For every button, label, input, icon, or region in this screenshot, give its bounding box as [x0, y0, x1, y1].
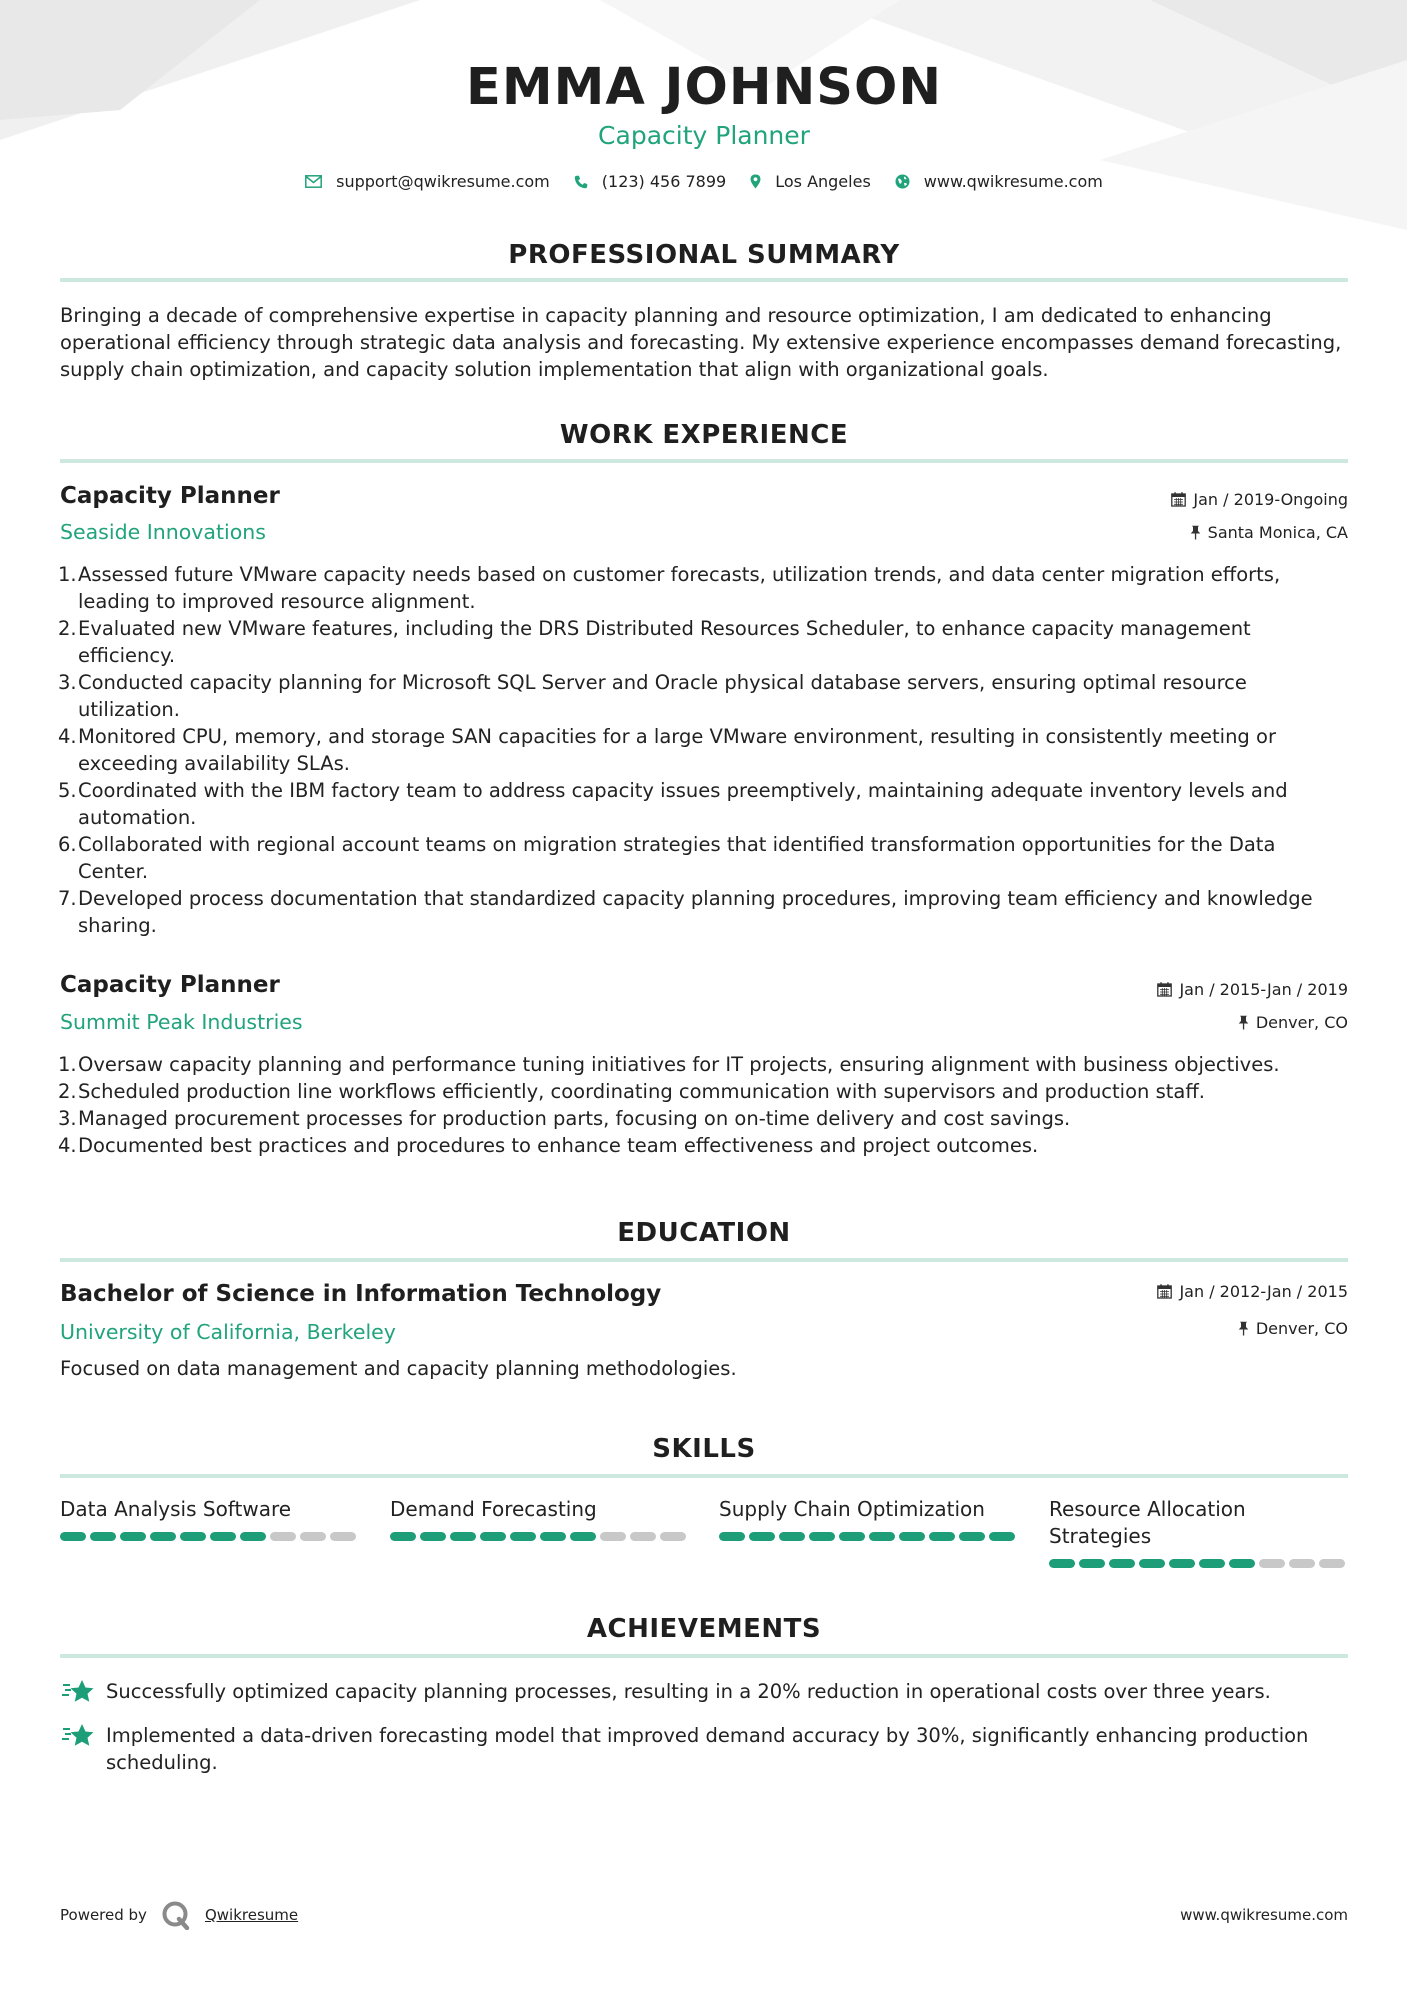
email-text: support@qwikresume.com	[336, 172, 550, 191]
skill-meter-segment	[600, 1532, 626, 1541]
achievement-text: Successfully optimized capacity planning processes, resulting in a 20% reduction in operational costs over three years.	[106, 1680, 1271, 1703]
achievement-text: Implemented a data-driven forecasting model that improved demand accuracy by 30%, significantly enhancing production scheduling.	[106, 1724, 1309, 1774]
skill-meter-segment	[959, 1532, 985, 1541]
footer	[60, 1900, 1348, 1930]
skill-meter	[719, 1532, 1019, 1541]
skill-meter-segment	[90, 1532, 116, 1541]
skill-meter-segment	[1289, 1559, 1315, 1568]
contact-phone[interactable]	[574, 172, 726, 191]
skill-meter-segment	[989, 1532, 1015, 1541]
list-item: 2. Evaluated new VMware features, including the DRS Distributed Resources Scheduler, to enhance capacity management efficiency.	[58, 617, 1251, 667]
achievement-item	[60, 1722, 1348, 1776]
skill-meter-segment	[1049, 1559, 1075, 1568]
skill-meter-segment	[210, 1532, 236, 1541]
skill-meter-segment	[60, 1532, 86, 1541]
education-divider	[60, 1258, 1348, 1262]
powered-by	[60, 1900, 298, 1930]
skill-meter-segment	[390, 1532, 416, 1541]
job-1-location	[1190, 523, 1348, 542]
job-1-date-text: Jan / 2019-Ongoing	[1193, 490, 1348, 509]
experience-heading: WORK EXPERIENCE	[559, 420, 849, 450]
phone-text: (123) 456 7899	[601, 172, 727, 191]
skill-meter-segment	[330, 1532, 356, 1541]
list-item: 5. Coordinated with the IBM factory team to address capacity issues preemptively, maintaining adequate inventory levels and automation.	[58, 779, 1288, 829]
skills-heading: SKILLS	[652, 1434, 756, 1464]
achievements-heading: ACHIEVEMENTS	[586, 1614, 822, 1644]
summary-heading: PROFESSIONAL SUMMARY	[508, 240, 900, 270]
skills-divider	[60, 1474, 1348, 1478]
list-item: 7. Developed process documentation that standardized capacity planning procedures, improving team efficiency and knowledge sharing.	[58, 887, 1313, 937]
job-2-location	[1238, 1013, 1348, 1032]
list-item: 1. Oversaw capacity planning and performance tuning initiatives for IT projects, ensuring alignment with business objectives.	[58, 1053, 1280, 1076]
skill-meter	[390, 1532, 690, 1541]
skill-meter-segment	[1199, 1559, 1225, 1568]
skill-meter-segment	[1079, 1559, 1105, 1568]
skill-meter-segment	[1319, 1559, 1345, 1568]
skill-item	[390, 1496, 690, 1541]
phone-icon	[574, 175, 588, 189]
location-text: Los Angeles	[775, 172, 871, 191]
skill-meter-segment	[540, 1532, 566, 1541]
school-name: University of California, Berkeley	[60, 1320, 396, 1344]
candidate-name: EMMA JOHNSON	[465, 58, 943, 117]
job-2-date	[1157, 980, 1348, 999]
pushpin-icon	[1238, 1321, 1249, 1336]
website-text: www.qwikresume.com	[923, 172, 1103, 191]
skill-meter-segment	[929, 1532, 955, 1541]
skill-meter-segment	[180, 1532, 206, 1541]
education-location-text: Denver, CO	[1255, 1319, 1348, 1338]
job-2-location-text: Denver, CO	[1255, 1013, 1348, 1032]
degree-title: Bachelor of Science in Information Technology	[60, 1281, 662, 1307]
calendar-icon	[1171, 492, 1186, 507]
envelope-icon	[305, 175, 322, 188]
education-location	[1238, 1319, 1348, 1338]
star-icon	[60, 1723, 98, 1749]
skill-meter-segment	[570, 1532, 596, 1541]
contact-bar	[60, 172, 1348, 191]
experience-divider	[60, 459, 1348, 463]
skill-meter	[60, 1532, 360, 1541]
skill-meter-segment	[1109, 1559, 1135, 1568]
skill-item	[719, 1496, 1019, 1541]
skill-meter-segment	[480, 1532, 506, 1541]
skill-meter-segment	[839, 1532, 865, 1541]
education-description: Focused on data management and capacity planning methodologies.	[60, 1357, 737, 1380]
skill-meter-segment	[120, 1532, 146, 1541]
list-item: 3. Managed procurement processes for production parts, focusing on on-time delivery and cost savings.	[58, 1107, 1071, 1130]
skill-meter-segment	[510, 1532, 536, 1541]
skill-meter-segment	[749, 1532, 775, 1541]
job-2-title: Capacity Planner	[60, 972, 280, 998]
skill-meter-segment	[150, 1532, 176, 1541]
footer-website[interactable]: www.qwikresume.com	[1180, 1906, 1348, 1924]
skill-meter-segment	[420, 1532, 446, 1541]
list-item: 4. Documented best practices and procedures to enhance team effectiveness and project outcomes.	[58, 1134, 1039, 1157]
skill-meter-segment	[899, 1532, 925, 1541]
skill-meter-segment	[869, 1532, 895, 1541]
contact-website[interactable]	[895, 172, 1103, 191]
skill-meter-segment	[779, 1532, 805, 1541]
pushpin-icon	[1238, 1015, 1249, 1030]
skill-item	[60, 1496, 360, 1541]
skill-meter-segment	[240, 1532, 266, 1541]
job-2-date-text: Jan / 2015-Jan / 2019	[1179, 980, 1348, 999]
job-1-bullets	[60, 561, 1348, 939]
job-1-title: Capacity Planner	[60, 483, 280, 509]
list-item: 1. Assessed future VMware capacity needs based on customer forecasts, utilization trends, and data center migration efforts, leading to improved resource alignment.	[58, 563, 1281, 613]
list-item: 3. Conducted capacity planning for Microsoft SQL Server and Oracle physical database servers, ensuring optimal resource utilization.	[58, 671, 1247, 721]
contact-email[interactable]	[305, 172, 550, 191]
skill-label: Data Analysis Software	[60, 1497, 292, 1521]
calendar-icon	[1157, 982, 1172, 997]
achievement-item	[60, 1678, 1348, 1705]
map-pin-icon	[750, 174, 761, 189]
skill-item	[1049, 1496, 1349, 1568]
skill-meter	[1049, 1559, 1349, 1568]
job-1-company: Seaside Innovations	[60, 520, 266, 544]
qwikresume-link[interactable]: Qwikresume	[204, 1906, 299, 1924]
candidate-role: Capacity Planner	[598, 121, 810, 150]
contact-location	[750, 172, 871, 191]
calendar-icon	[1157, 1284, 1172, 1299]
star-icon	[60, 1679, 98, 1705]
job-1-location-text: Santa Monica, CA	[1207, 523, 1348, 542]
education-date-text: Jan / 2012-Jan / 2015	[1179, 1282, 1348, 1301]
pushpin-icon	[1190, 525, 1201, 540]
job-2-company: Summit Peak Industries	[60, 1010, 303, 1034]
globe-icon	[895, 174, 910, 189]
skill-label: Resource Allocation Strategies	[1049, 1497, 1246, 1548]
list-item: 4. Monitored CPU, memory, and storage SAN capacities for a large VMware environment, resulting in consistently meeting or exceeding availability SLAs.	[58, 725, 1276, 775]
skill-meter-segment	[1229, 1559, 1255, 1568]
powered-by-label: Powered by	[60, 1906, 147, 1924]
skill-meter-segment	[270, 1532, 296, 1541]
skill-meter-segment	[809, 1532, 835, 1541]
list-item: 6. Collaborated with regional account teams on migration strategies that identified transformation opportunities for the Data Center.	[58, 833, 1276, 883]
skill-label: Supply Chain Optimization	[719, 1497, 985, 1521]
skill-meter-segment	[450, 1532, 476, 1541]
skill-meter-segment	[1139, 1559, 1165, 1568]
list-item: 2. Scheduled production line workflows efficiently, coordinating communication with supervisors and production staff.	[58, 1080, 1205, 1103]
education-heading: EDUCATION	[617, 1218, 791, 1248]
skill-meter-segment	[1169, 1559, 1195, 1568]
job-2-bullets	[60, 1051, 1348, 1159]
job-1-date	[1171, 490, 1348, 509]
skill-meter-segment	[300, 1532, 326, 1541]
skill-meter-segment	[630, 1532, 656, 1541]
skill-meter-segment	[719, 1532, 745, 1541]
qwikresume-logo-icon	[161, 1900, 193, 1930]
achievements-divider	[60, 1654, 1348, 1658]
summary-text: Bringing a decade of comprehensive expertise in capacity planning and resource optimization, I am dedicated to enhancing operational efficiency through strategic data analysis and forecasting. My extensive experience encompasses demand forecasting, supply chain optimization, and capacity solution implementation that align with organizational goals.	[60, 304, 1342, 381]
education-date	[1157, 1282, 1348, 1301]
skill-meter-segment	[660, 1532, 686, 1541]
skill-meter-segment	[1259, 1559, 1285, 1568]
summary-divider	[60, 278, 1348, 282]
skill-label: Demand Forecasting	[390, 1497, 597, 1521]
